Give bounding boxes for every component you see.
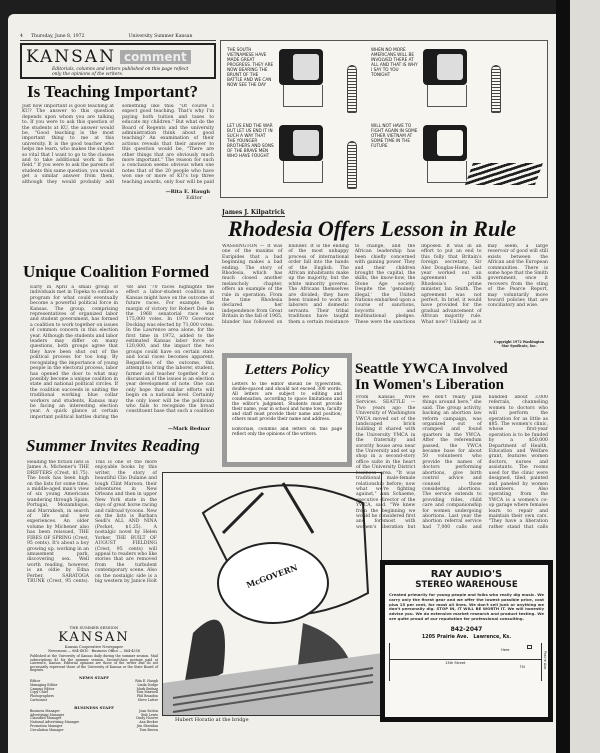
ad-phone: 842-2047 [450, 625, 483, 633]
cartoon-drawing [163, 473, 382, 716]
ad-title-1: RAY AUDIO'S [430, 569, 503, 580]
editorial-cartoon-vietnam [220, 40, 548, 198]
staff-row: National Advertising Manager Ann Becker [30, 720, 158, 725]
staff-row: Promotion Manager Jim Sheridan [30, 723, 158, 728]
paper-name: University Summer Kansan [128, 34, 193, 39]
business-staff-label: BUSINESS STAFF [74, 704, 114, 710]
headline-ywca: Seattle YWCA Involved In Women's Liberation [355, 361, 508, 393]
editorial-cartoon-hubert [162, 472, 382, 716]
staff-row: Photographers Phil Brandon [30, 694, 158, 699]
headline-coalition: Unique Coalition Formed [23, 262, 210, 281]
ad-map [389, 643, 547, 683]
business-staff-list [30, 710, 158, 733]
masthead-title: KANSAN [58, 630, 130, 645]
masthead [30, 625, 158, 733]
coffin-icon [465, 163, 543, 185]
byline-kilpatrick: James J. Kilpatrick [222, 209, 285, 216]
staff-row: Advertising Manager Bob Lewis [30, 712, 158, 717]
staff-row: Circulation Manager Tom Brown [30, 727, 158, 732]
masthead-subtitle: Kansas Cooperative Newspaper [64, 645, 124, 649]
letters-policy-title: Letters Policy [244, 362, 330, 378]
map-here: Here [501, 647, 510, 652]
article-coalition-body: Early in April a small group of individuals met in Topeka to outline a program for what could eventually become a powerful political force in Kansas. The group, comprising representatives of organized labor and student government, has formed a coalition to work together on issues of common concern in this election year. Although the students and labor leaders may differ on many questions, both groups agree that they have been shut out of the political process for too long. By recognizing the importance of young people in the electoral process, labor has opened the door to what may possibly become a unique coalition in state and national political circles. If the coalition succeeds in uniting the traditional working blue collar workers and students, Kansas may be facing an interesting election year. A quick glance at certain important political battles during the '68 and '70 races highlights the effect a labor-student coalition in Kansas might have on the outcome of future races. For example, the margin of victory for Robert Dole in the 1968 senatorial race was 175,000 votes. In 1970 Governor Docking was elected by 71,000 votes. In the Lawrence area alone, for the first time in 1972, added to the estimated Kansas labor force of 120,000, and the impact the two groups could have on certain state and local races becomes apparent. Regardless of the outcome, this attempt to bring the laborer, student, farmer and teacher together for a discussion of the issues is an election year development of note. One can only hope that similar efforts will begin on a national level. Certainly the only loser will be the politician who fails to recognize the broad constituent base that such a coalition [30, 285, 214, 420]
north-arrow-icon: ↑N [519, 664, 525, 669]
ray-audio-ad [380, 560, 553, 722]
article-ywca-body: From Kansas Wire Services. SEATTLE — Two years ago the University of Washington YWCA moved out of the landscaped brick building it shared with the University YMCA in the fraternity and sorority house area near the University and set up shop in a second-story office suite in the heart of the University District business area. "It was traditional male-female relationship before; now what we're fighting against," Ann Schaeme, executive director of the YWCA, said. "We knew from the beginning we would be considered first and foremost with women's liberation but we don't really plan things around here," she said. The group activity, backing an abortion law reform campaign, was organized out of cramped and found quarters in the YWCA. After the referendum passed, the YWCA became base for about 50 volunteers who provide the names of doctors performing abortions, give birth control advice and counsel those considering abortions. The service extends to providing rides, child care and companionship for women undergoing abortions. Last year the abortion referral service had 7,000 calls and handled about 3,000 referrals, channeling women to doctors who will perform the operation for as little as $85. The women's clinic, whose first-year operation is to be funded by a $50,000 Department of Health, Education and Welfare grant, features women doctors, nurses and assistants. The rooms used for the clinic were designed, tiled, painted and paneled by women volunteers. Also operating from the YWCA is a women's co-op garage where females learn to repair and maintain their own cars. "They have a liberation rather stand that calls [356, 395, 548, 530]
viewer-figure [347, 65, 357, 113]
cartoon-sign: McGOVERN [244, 562, 299, 590]
coalition-signature: —Mark Bednar [167, 426, 210, 432]
headline-reading: Summer Invites Reading [26, 436, 200, 455]
cartoon-panel: LET US END THE WAR BUT LET US END IT IN SUCH A WAY THAT THE YOUNGER BROTHERS AND SONS OF THE BRAVE MEN WHO HAVE FOUGHT [227, 121, 397, 195]
ad-title-2: STEREO WAREHOUSE [415, 580, 518, 590]
staff-row: Classified Manager Cindy Hoover [30, 716, 158, 721]
letters-policy-body: Letters to the editor should be typewritten, double-spaced and should not exceed 300 words. All letters are subject to editing and condensation, according to space limitations and the editor's judgment. Students must provide their name, year in school and home town; faculty and staff must provide their name and position; others must provide their name and address. [232, 382, 342, 422]
rhodesia-credit: Copyright 1972 Washington Star Syndicate, Inc. [494, 340, 544, 348]
page-number: 4 [20, 34, 23, 39]
page-header [20, 34, 216, 41]
staff-row: Managing Editor Linda Dodge [30, 682, 158, 687]
television-icon [423, 125, 467, 161]
staff-row: Copy Chief Tom Maxwell [30, 690, 158, 695]
cartoon-panel: THE SOUTH VIETNAMESE HAVE MADE GREAT PROGRESS. THEY ARE NOW BEARING THE BRUNT OF THE BATTLE AND WE CAN NOW SEE THE DAY [227, 45, 397, 119]
television-icon [279, 49, 323, 85]
ad-address: 1205 Prairie Ave. Lawrence, Ks. [421, 634, 512, 640]
news-staff-list [30, 680, 158, 703]
staff-row: Campus Editor Mark Bednar [30, 686, 158, 691]
letters-policy-footer: Editorials, columns and letters on this page reflect only the opinions of the writers. [232, 427, 342, 437]
television-icon [423, 49, 467, 85]
letters-policy-box [222, 353, 352, 467]
article-reading-body: Heading the fiction lists is James A. Michener's THE DRIFTERS (Crest, $1.75). The book has been high on the lists for some time, a middle-aged man's view of six young Americans wandering through Spain, Portugal, Mozambique, and Marrakesh, in search of life and new experiences. An older volume by Michener also has been reissued, THE FIRES OF SPRING (Crest, 95 cents). It's about a boy growing up, working in an amusement park, discovering sex. Well worth reading, however, is an oldie by Edna Ferber, SARATOGA TRUNK (Crest, 95 cents). This is one of the more enjoyable books by this writer, the story of beautiful Clio Dulaine and tough Clint Maroon, their adventures in New Orleans and then in upper New York state in the days of great horse racing and railroad tycoons. New on the lists is Barbara Seidl's ALL AND NINA (Pocket, $1.25). A nostalgic novel by Helen Yorker, THE BUILT OF AUGUST FIELDING (Crest, 95 cents) will appeal to readers who like stories that are removed from the turbulent contemporary scene. Also on the nostalgic side is a big western by Janice Holt [27, 460, 157, 584]
cartoon-caption: Hubert Horatio at the bridge [175, 717, 249, 723]
banner-note: Editorials, columns and letters published on this page reflect only the opinions of the writers. [52, 67, 189, 77]
cartoon-panel: WHEN NO MORE AMERICANS WILL BE INVOLVED THERE AT ALL AND THAT IS WHY I SAY TO YOU TONIGHT [371, 45, 541, 119]
staff-row: Editor Rita E. Haugh [30, 678, 158, 683]
teaching-signature: —Rita E. Haugh Editor [165, 189, 210, 201]
kansan-comment-banner [20, 43, 216, 79]
news-staff-label: NEWS STAFF [79, 674, 109, 680]
article-rhodesia-body: WASHINGTON — It was one of the maxims of Euripides that a bad beginning makes a bad ending. The story of Rhodesia, which has much closed another melancholy chapter, offers an example of the rule in operation. From the time Rhodesia declared her independence from Great Britain in the fall of 1965, blunder has followed on blunder. It is the ending of the most unhappy process of international order fall into the hands of the English. The African inhabitants make up the majority, but the white minority governs. The Africans themselves are divided; they have been trained to work as laborers and domestic servants. Their tribal traditions have taught them a certain resistance to change, and the African leadership has been chiefly concerned with gaining power. They and their children brought the capital, the skills, the know-how, the Stone Age society. Despite the 'genuinely illegal,' the United Nations embarked upon a course of sanctions, boycotts and multinational pledges. These were the sanctions imposed. It was in an effort to put an end to this folly that Britain's foreign secretary, Sir Alec Douglas-Home, last year worked out an agreement with Rhodesia's prime minister, Ian Smith. The agreement was not perfect. In brief, it would have provided for the gradual advancement of African majority rule. What now? Unlikely as it may seem, a large reservoir of good will still exists between the African and the European communities. There is some hope that the Smith government, once it recovers from the sting of the Pearce Report, may voluntarily move toward policies that are conciliatory and wise. [222, 244, 548, 325]
adjacent-page [570, 0, 600, 753]
article-teaching-body: Just how important is good teaching at KU? The answer to this question depends upon whom you are talking to. If you were to ask this question of the students at KU, the answer would be, "Good teaching is the most important thing to me at this university. It is the good teacher who helps me learn, who makes the subject so vital that I want to go to the classes and to take additional work in the field." If you were to ask the parents of students this same question, you would get a similar answer from them, although they would probably add something like this: "Of course I expect good teaching. That's why I'm paying both tuition and taxes to educate my children." But what do the Board of Regents and the university administration think about good teaching? An examination of their actions reveals that their answer to this question would be, "There are other things that are obviously much more important." The reason for such a conclusion seems obvious when one notes that of the 20 people who have won one or more of KU's top three teaching awards, only four will be paid [22, 104, 214, 185]
ad-body: Created primarily for young people and folks who really dig music. We carry only the finest gear and we offer the lowest possible price, cost plus 15 per cent, for most all lines. We don't sell junk or anything we don't personally dig. STOP IN, IT WILL BE WORTH IT. We will honestly advise you. We do extensive market research and product testing. We are quite proud of our reputation for professional consulting. [389, 592, 544, 621]
staff-row: Cartoonist Steve Lutter [30, 697, 158, 702]
masthead-kicker: THE SUMMER SESSION [69, 625, 119, 630]
cartoon-panel: WILL NOT HAVE TO FIGHT AGAIN IN SOME OTHER VIETNAM AT SOME TIME IN THE FUTURE [371, 121, 541, 195]
viewer-figure [491, 65, 501, 113]
masthead-offices: Newsroom — 864-4810 · Business Office — 864-4358 [48, 649, 140, 653]
map-street: 13th Street [445, 660, 466, 665]
staff-row: Business Manager Joan Sutton [30, 708, 158, 713]
page-gutter [556, 0, 570, 753]
viewer-figure [347, 141, 357, 189]
masthead-blurb: Published at the University of Kansas daily during the summer session. Mail subscriptions $3 for the summer session. Second-class postage paid at Lawrence, Kansas. Editorial opinions are those of the writer and do not necessarily represent those of the University of Kansas or the State Board of Regents. [30, 654, 158, 673]
banner-tag: comment [120, 50, 191, 64]
headline-teaching: Is Teaching Important? [27, 82, 198, 101]
television-icon [279, 125, 323, 161]
store-marker-icon [527, 645, 532, 649]
issue-date: Thursday, June 8, 1972 [30, 34, 85, 39]
headline-rhodesia: Rhodesia Offers Lesson in Rule [228, 216, 517, 241]
banner-brand: KANSAN [26, 47, 116, 67]
map-avenue: Prairie Ave. [543, 650, 547, 670]
